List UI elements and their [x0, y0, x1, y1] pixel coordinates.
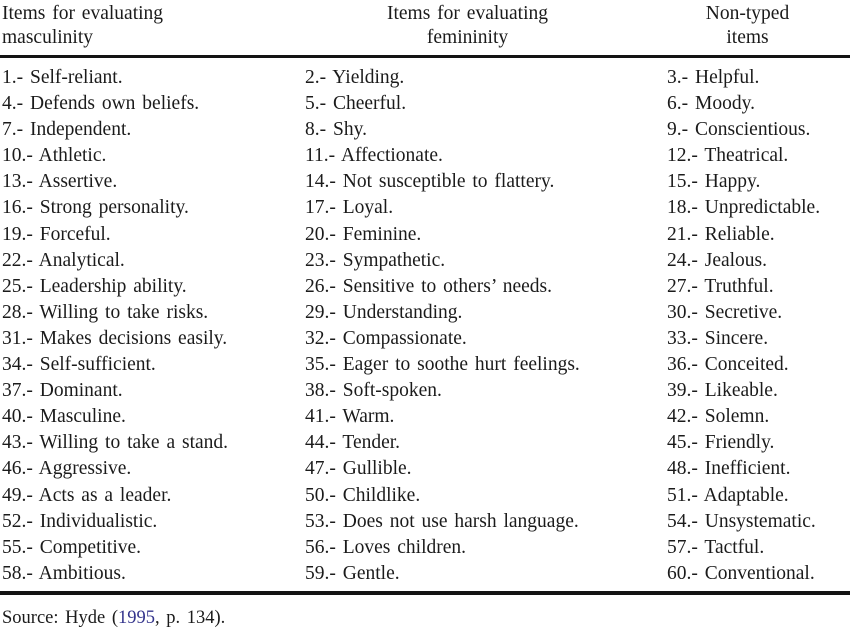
bottom-rule: [0, 591, 850, 595]
column-header-masculinity: [0, 2, 290, 53]
column-header-femininity: [290, 2, 645, 53]
list-item: 27.- Truthful.: [667, 275, 774, 297]
list-item: 38.- Soft-spoken.: [305, 380, 442, 402]
column-header-line: Items for evaluating: [2, 3, 164, 24]
list-item: 46.- Aggressive.: [2, 458, 132, 480]
source-text: Source: Hyde (: [2, 608, 118, 628]
column-header-line: Non-typed: [705, 3, 790, 24]
list-item: 42.- Solemn.: [667, 406, 770, 428]
list-item: 21.- Reliable.: [667, 223, 775, 245]
list-item: 26.- Sensitive to others’ needs.: [305, 275, 553, 297]
list-item: 14.- Not susceptible to flattery.: [305, 171, 555, 193]
list-item: 12.- Theatrical.: [667, 145, 789, 167]
list-item: 31.- Makes decisions easily.: [2, 327, 228, 349]
list-item: 36.- Conceited.: [667, 354, 789, 376]
list-item: 49.- Acts as a leader.: [2, 484, 172, 506]
list-item: 1.- Self-reliant.: [2, 67, 123, 88]
column-header-non-typed: [645, 2, 850, 53]
list-item: 45.- Friendly.: [667, 432, 775, 454]
list-item: 15.- Happy.: [667, 171, 761, 193]
list-item: 13.- Assertive.: [2, 171, 118, 193]
list-item: 20.- Feminine.: [305, 223, 422, 245]
list-item: 29.- Understanding.: [305, 301, 463, 323]
list-item: 16.- Strong personality.: [2, 197, 189, 219]
list-item: 8.- Shy.: [305, 119, 367, 141]
list-item: 7.- Independent.: [2, 119, 132, 141]
list-item: 56.- Loves children.: [305, 536, 467, 558]
list-item: 53.- Does not use harsh language.: [305, 510, 579, 532]
column-non-typed-items: [645, 65, 850, 591]
list-item: 34.- Self-sufficient.: [2, 354, 156, 376]
list-item: 11.- Affectionate.: [305, 145, 443, 167]
list-item: 60.- Conventional.: [667, 562, 815, 584]
list-item: 28.- Willing to take risks.: [2, 301, 209, 323]
column-header-line: masculinity: [2, 27, 93, 48]
list-item: 37.- Dominant.: [2, 380, 123, 402]
list-item: 41.- Warm.: [305, 406, 395, 428]
list-item: 47.- Gullible.: [305, 458, 412, 480]
list-item: 23.- Sympathetic.: [305, 249, 446, 271]
list-item: 55.- Competitive.: [2, 536, 142, 558]
list-item: 6.- Moody.: [667, 93, 755, 115]
list-item: 9.- Conscientious.: [667, 119, 811, 141]
column-header-line: items: [726, 27, 769, 48]
items-list: [290, 65, 645, 587]
list-item: 52.- Individualistic.: [2, 510, 158, 532]
list-item: 5.- Cheerful.: [305, 93, 407, 115]
list-item: 35.- Eager to soothe hurt feelings.: [305, 354, 580, 376]
list-item: 17.- Loyal.: [305, 197, 394, 219]
items-list: [645, 65, 850, 587]
list-item: 30.- Secretive.: [667, 301, 783, 323]
list-item: 57.- Tactful.: [667, 536, 765, 558]
list-item: 22.- Analytical.: [2, 249, 125, 271]
list-item: 54.- Unsystematic.: [667, 510, 816, 532]
list-item: 19.- Forceful.: [2, 223, 111, 245]
list-item: 39.- Likeable.: [667, 380, 778, 402]
table-body: [0, 58, 850, 591]
items-list: [0, 65, 290, 587]
list-item: 33.- Sincere.: [667, 327, 769, 349]
list-item: 32.- Compassionate.: [305, 327, 467, 349]
list-item: 10.- Athletic.: [2, 145, 107, 167]
list-item: 48.- Inefficient.: [667, 458, 791, 480]
list-item: 43.- Willing to take a stand.: [2, 432, 229, 454]
column-header-line: femininity: [426, 27, 509, 48]
list-item: 44.- Tender.: [305, 432, 401, 454]
list-item: 50.- Childlike.: [305, 484, 421, 506]
list-item: 58.- Ambitious.: [2, 562, 126, 584]
source-text: , p. 134).: [155, 608, 226, 628]
list-item: 2.- Yielding.: [305, 67, 405, 88]
column-femininity-items: [290, 65, 645, 591]
list-item: 24.- Jealous.: [667, 249, 768, 271]
list-item: 25.- Leadership ability.: [2, 275, 187, 297]
citation-link-1995[interactable]: 1995: [118, 608, 155, 628]
column-header-line: Items for evaluating: [386, 3, 549, 24]
list-item: 40.- Masculine.: [2, 406, 126, 428]
table-header-row: [0, 0, 850, 53]
column-masculinity-items: [0, 65, 290, 591]
list-item: 59.- Gentle.: [305, 562, 400, 584]
list-item: 51.- Adaptable.: [667, 484, 789, 506]
list-item: 3.- Helpful.: [667, 67, 760, 88]
list-item: 4.- Defends own beliefs.: [2, 93, 200, 115]
source-note: [0, 607, 850, 629]
list-item: 18.- Unpredictable.: [667, 197, 821, 219]
